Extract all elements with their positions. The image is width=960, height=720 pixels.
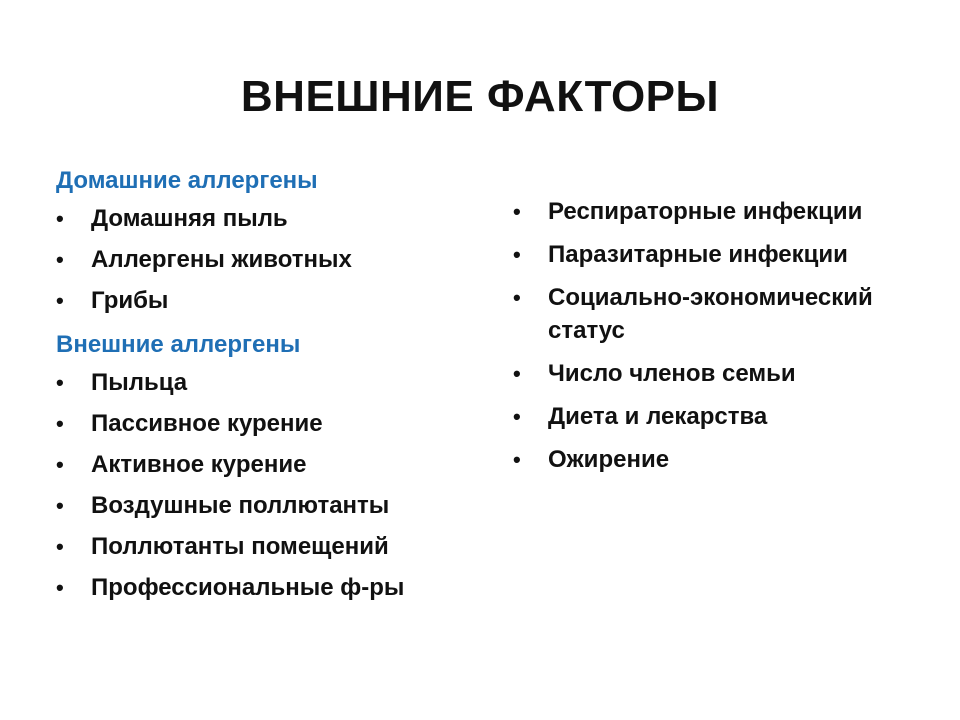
bullet-icon: • (56, 575, 64, 600)
list-item (56, 529, 476, 565)
list-item-label: Воздушные поллютанты (91, 492, 390, 519)
list-item (56, 406, 476, 442)
list-item (56, 283, 476, 319)
list-item-label: Респираторные инфекции (548, 198, 863, 225)
list-item (56, 570, 476, 606)
bullet-icon: • (513, 242, 521, 267)
list-item-label: Социально-экономический статус (548, 284, 873, 344)
left-column (56, 160, 476, 611)
list-item-label: Поллютанты помещений (91, 533, 389, 560)
bullet-icon: • (56, 452, 64, 477)
list-item-label: Диета и лекарства (548, 403, 768, 430)
group-heading-outdoor-allergens: Внешние аллергены (56, 331, 301, 358)
bullet-icon: • (56, 411, 64, 436)
bullet-icon: • (513, 285, 521, 310)
list-item-label: Грибы (91, 287, 169, 314)
list-item-label: Пыльца (91, 369, 188, 396)
list-item (56, 201, 476, 237)
list-item (513, 443, 933, 476)
list-item-label: Число членов семьи (548, 360, 796, 387)
bullet-icon: • (56, 493, 64, 518)
bullet-icon: • (56, 206, 64, 231)
list-item-label: Домашняя пыль (91, 205, 288, 232)
list-item-label: Паразитарные инфекции (548, 241, 848, 268)
bullet-icon: • (56, 534, 64, 559)
bullet-icon: • (513, 404, 521, 429)
list-item-label: Аллергены животных (91, 246, 352, 273)
list-item-label: Активное курение (91, 451, 307, 478)
bullet-icon: • (513, 361, 521, 386)
list-item (513, 357, 933, 390)
list-item (56, 242, 476, 278)
list-item (56, 365, 476, 401)
right-column (513, 195, 933, 486)
bullet-icon: • (56, 370, 64, 395)
bullet-icon: • (513, 199, 521, 224)
list-item (513, 238, 933, 271)
list-item (513, 281, 933, 347)
list-item (513, 400, 933, 433)
bullet-icon: • (56, 247, 64, 272)
bullet-icon: • (56, 288, 64, 313)
bullet-icon: • (513, 447, 521, 472)
list-item (56, 447, 476, 483)
slide-title: ВНЕШНИЕ ФАКТОРЫ (240, 72, 720, 121)
list-item (513, 195, 933, 228)
list-item (56, 488, 476, 524)
list-item-label: Пассивное курение (91, 410, 323, 437)
list-item-label: Профессиональные ф-ры (91, 574, 405, 601)
group-heading-home-allergens: Домашние аллергены (56, 167, 318, 194)
list-item-label: Ожирение (548, 446, 670, 473)
